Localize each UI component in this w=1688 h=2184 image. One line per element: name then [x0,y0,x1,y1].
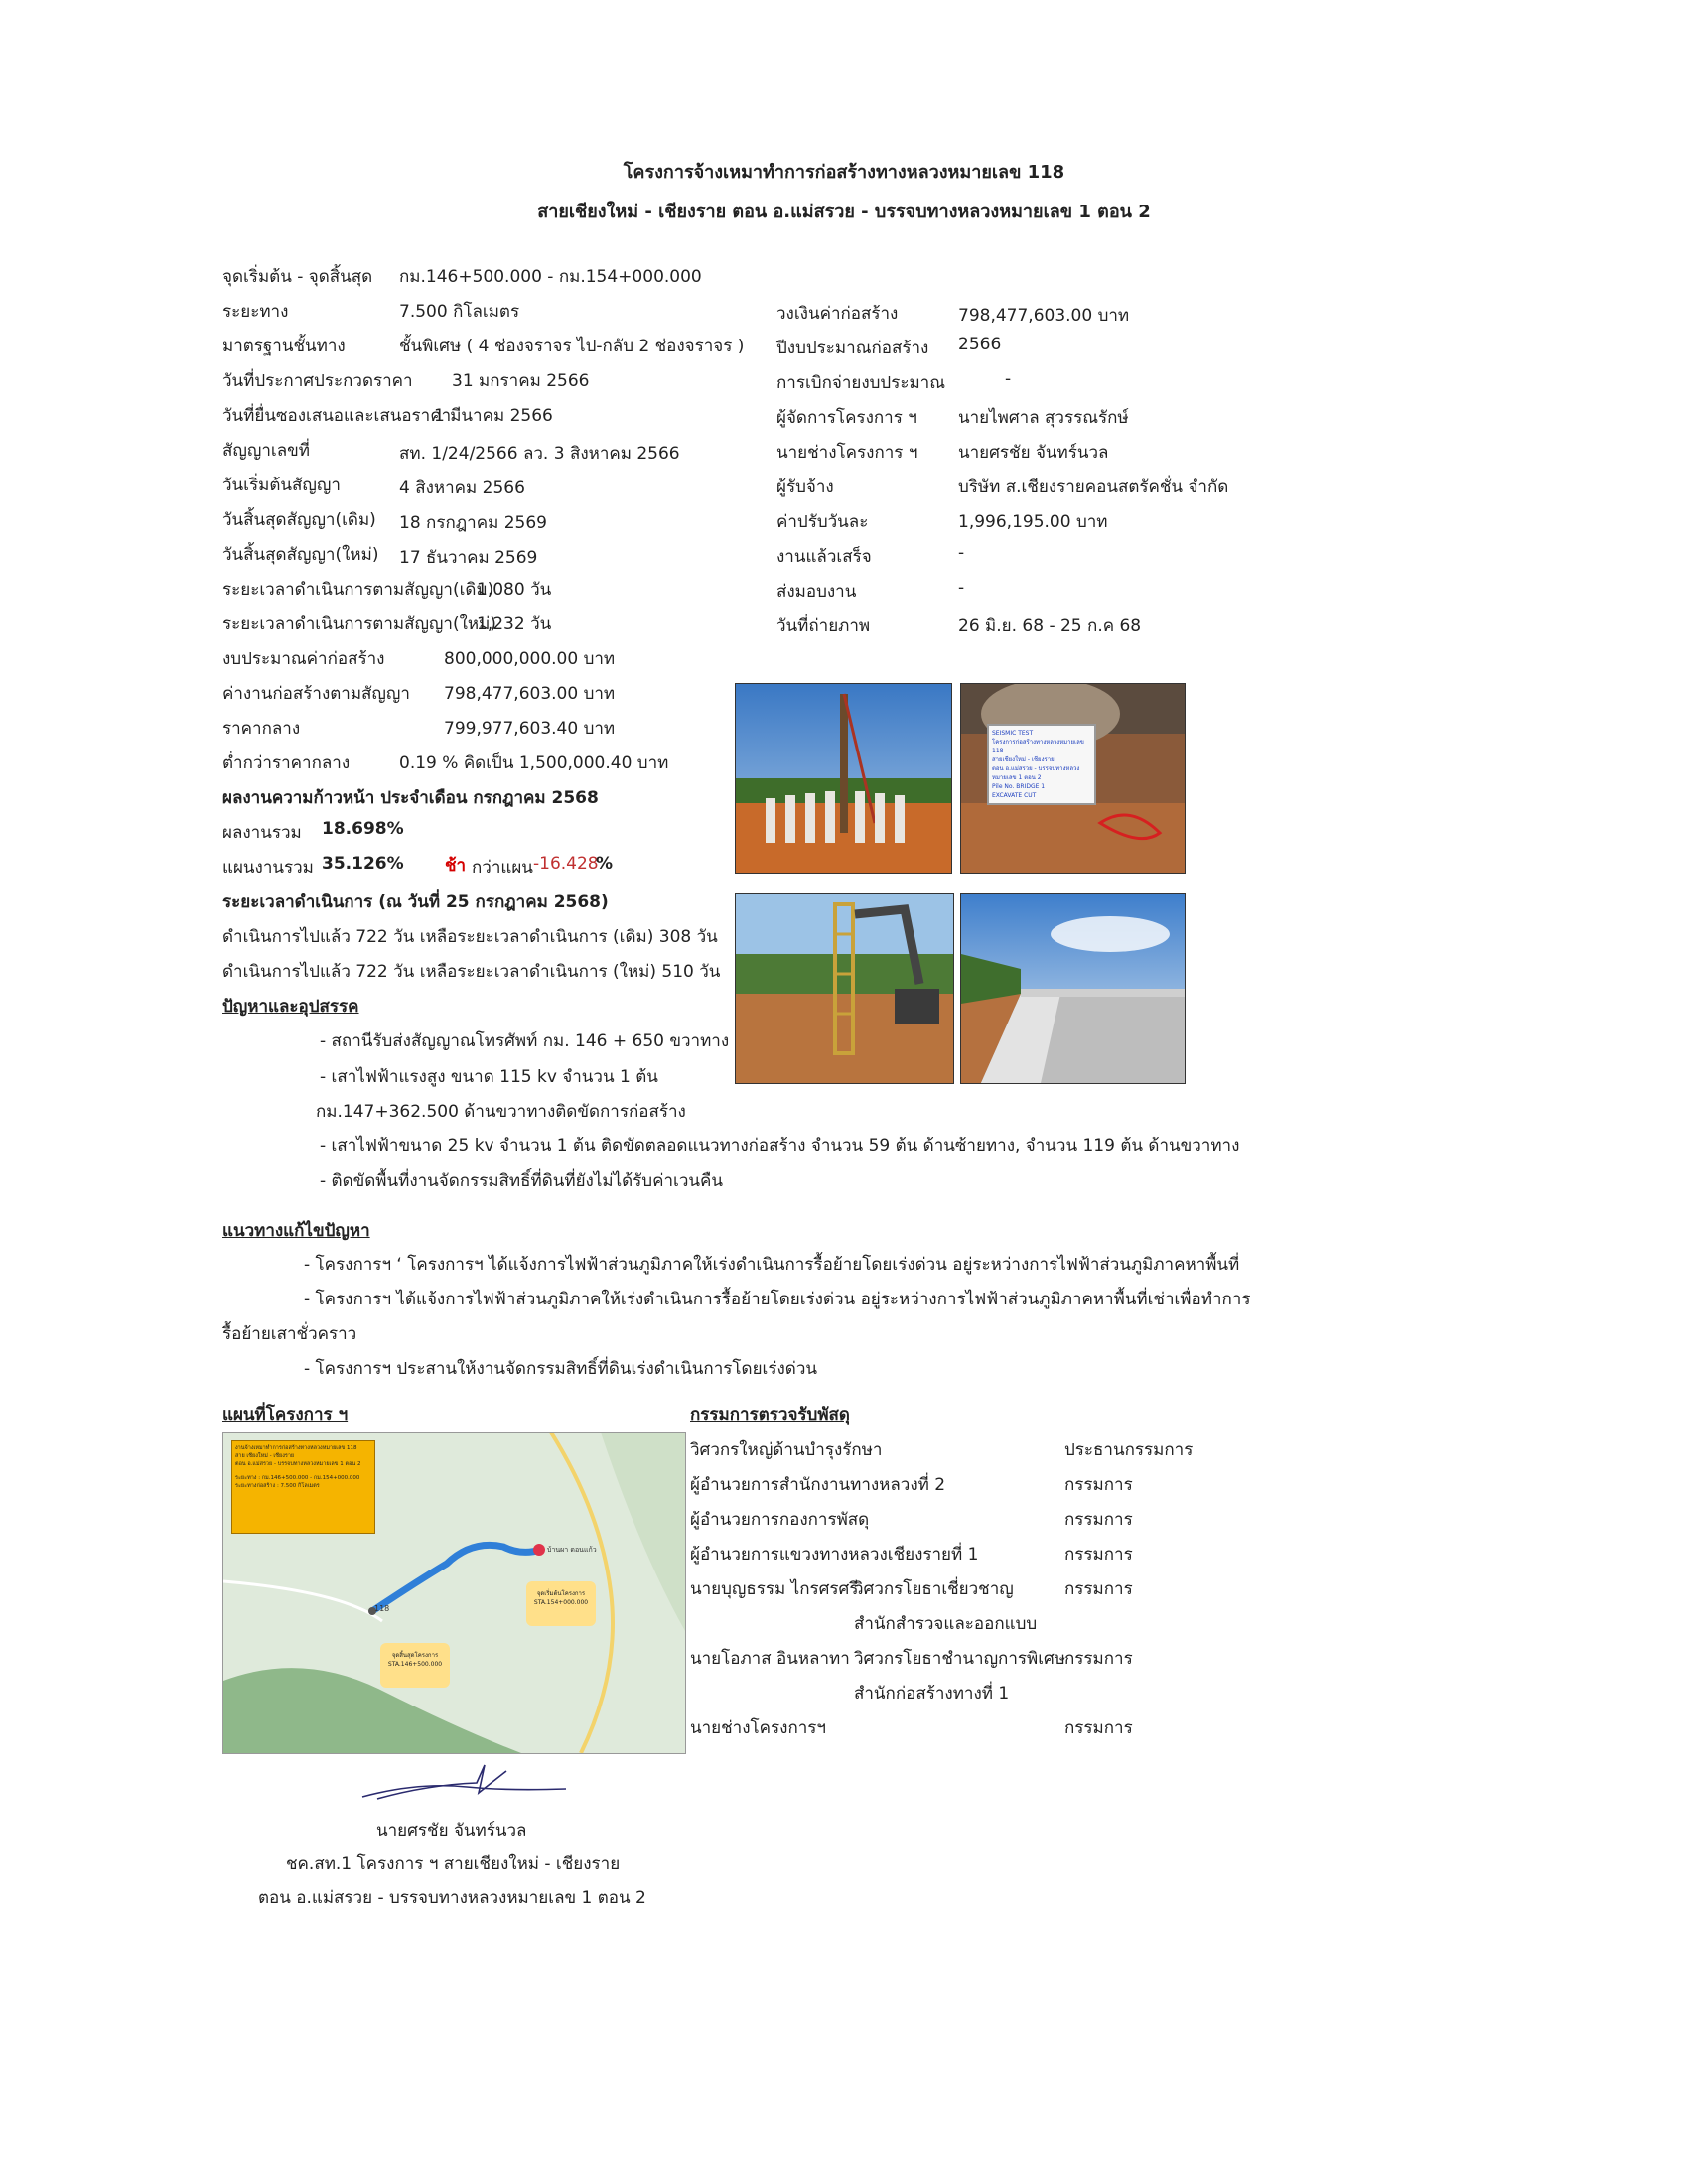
committee-name: ผู้อำนวยการสำนักงานทางหลวงที่ 2 [690,1475,946,1495]
info-label-duration-old: ระยะเวลาดำเนินการตามสัญญา(เดิม) [222,580,494,600]
committee-role: กรรมการ [1064,1545,1133,1565]
site-photo-excavator [735,893,954,1084]
committee-name: ผู้อำนวยการกองการพัสดุ [690,1510,870,1530]
diff-value: -16.428 [533,854,599,874]
map-heading: แผนที่โครงการ ฯ [222,1405,349,1425]
committee-role: กรรมการ [1064,1475,1133,1495]
map-place-label: บ้านผา ดอนแก้ว [547,1546,597,1554]
duration-heading: ระยะเวลาดำเนินการ (ณ วันที่ 25 กรกฎาคม 2568) [222,892,609,912]
info-label-project-manager: ผู้จัดการโครงการ ฯ [776,408,917,428]
committee-name: นายโอภาส อินหลาทา [690,1649,850,1669]
problems-heading: ปัญหาและอุปสรรค [222,997,359,1017]
info-label-budget: งบประมาณค่าก่อสร้าง [222,649,385,669]
info-value-project-engineer: นายศรชัย จันทร์นวล [958,443,1109,463]
committee-position: วิศวกรโยธาชำนาญการพิเศษ [854,1649,1066,1669]
info-value-distance: 7.500 กิโลเมตร [399,302,520,322]
info-label-photo-date: วันที่ถ่ายภาพ [776,616,871,636]
document-subtitle: สายเชียงใหม่ - เชียงราย ตอน อ.แม่สรวย - บรรจบทางหลวงหมายเลข 1 ตอน 2 [537,202,1151,222]
committee-name: นายช่างโครงการฯ [690,1718,826,1738]
board-line: SEISMIC TEST [992,730,1034,737]
project-map [222,1432,686,1754]
progress-heading: ผลงานความก้าวหน้า ประจำเดือน กรกฎาคม 2568 [222,788,599,808]
info-value-photo-date: 26 มิ.ย. 68 - 25 ก.ค 68 [958,616,1142,636]
solution-item: รื้อย้ายเสาชั่วคราว [222,1324,357,1344]
map-box-line: งานจ้างเหมาทำการก่อสร้างทางหลวงหมายเลข 118 [235,1445,357,1451]
problem-item: - เสาไฟฟ้าแรงสูง ขนาด 115 kv จำนวน 1 ต้น [320,1067,658,1087]
actual-progress-value: 18.698% [322,819,404,839]
info-value-completed: - [958,543,965,563]
info-value-disbursement: - [1005,369,1012,389]
plan-progress-label: แผนงานรวม [222,858,314,878]
committee-name: ผู้อำนวยการแขวงทางหลวงเชียงรายที่ 1 [690,1545,979,1565]
info-label-announce-date: วันที่ประกาศประกวดราคา [222,371,413,391]
diff-unit: % [596,854,614,874]
info-value-start-end: กม.146+500.000 - กม.154+000.000 [399,267,702,287]
solutions-heading: แนวทางแก้ไขปัญหา [222,1221,370,1241]
info-label-completed: งานแล้วเสร็จ [776,547,872,567]
map-info-box [231,1440,375,1534]
info-label-delivery: ส่งมอบงาน [776,582,857,602]
info-value-below-median: 0.19 % คิดเป็น 1,500,000.40 บาท [399,753,669,773]
info-value-contract-amount: 798,477,603.00 บาท [958,306,1130,326]
committee-position: วิศวกรโยธาเชี่ยวชาญ [854,1579,1014,1599]
signer-position-line2: ตอน อ.แม่สรวย - บรรจบทางหลวงหมายเลข 1 ตอน 2 [258,1888,646,1908]
site-photo-seismic-test [960,683,1186,874]
handwritten-signature [357,1757,576,1812]
committee-name: นายบุญธรรม ไกรศรศรี [690,1579,859,1599]
info-value-contract-end-new: 17 ธันวาคม 2569 [399,548,538,568]
problem-item: - ติดขัดพื้นที่งานจัดกรรมสิทธิ์ที่ดินที่ยังไม่ได้รับค่าเวนคืน [320,1171,723,1191]
board-line: โครงการก่อสร้างทางหลวงหมายเลข 118 [992,739,1084,754]
info-value-daily-fine: 1,996,195.00 บาท [958,512,1108,532]
info-label-median-price: ราคากลาง [222,719,301,739]
committee-role: กรรมการ [1064,1510,1133,1530]
site-photo-road [960,893,1186,1084]
solution-item: - โครงการฯ ‘ โครงการฯ ได้แจ้งการไฟฟ้าส่วนภูมิภาคให้เร่งดำเนินการรื้อย้ายโดยเร่งด่วน อยู่ระหว่างการไฟฟ้าส่วนภูมิภาคหาพื้นที่ [304,1255,1240,1275]
info-label-contractor: ผู้รับจ้าง [776,478,834,497]
committee-role: กรรมการ [1064,1649,1133,1669]
info-label-road-standard: มาตรฐานชั้นทาง [222,337,346,356]
info-label-start-end: จุดเริ่มต้น - จุดสิ้นสุด [222,267,373,287]
committee-role: กรรมการ [1064,1579,1133,1599]
end-point-sta: STA.154+000.000 [533,1599,589,1606]
map-start-callout [380,1643,450,1688]
info-value-contract-start: 4 สิงหาคม 2566 [399,478,525,498]
solution-item: - โครงการฯ ได้แจ้งการไฟฟ้าส่วนภูมิภาคให้เร่งดำเนินการรื้อย้ายโดยเร่งด่วน อยู่ระหว่างการไฟฟ้าส่วนภูมิภาคหาพื้นที่เช่าเพื่อทำการ [304,1290,1251,1309]
committee-heading: กรรมการตรวจรับพัสดุ [690,1405,850,1425]
info-value-duration-old: 1,080 วัน [477,580,552,600]
map-end-callout [526,1581,596,1626]
duration-line-new: ดำเนินการไปแล้ว 722 วัน เหลือระยะเวลาดำเนินการ (ใหม่) 510 วัน [222,962,721,982]
info-label-disbursement: การเบิกจ่ายงบประมาณ [776,373,945,393]
committee-role: ประธานกรรมการ [1064,1440,1194,1460]
info-value-project-manager: นายไพศาล สุวรรณรักษ์ [958,408,1129,428]
info-value-contract-no: สท. 1/24/2566 ลว. 3 สิงหาคม 2566 [399,444,680,464]
duration-line-old: ดำเนินการไปแล้ว 722 วัน เหลือระยะเวลาดำเนินการ (เดิม) 308 วัน [222,927,718,947]
signer-position: ชค.สท.1 โครงการ ฯ สายเชียงใหม่ - เชียงราย [286,1854,621,1874]
problem-item: กม.147+362.500 ด้านขวาทางติดขัดการก่อสร้าง [316,1102,686,1122]
info-value-announce-date: 31 มกราคม 2566 [452,371,590,391]
info-label-daily-fine: ค่าปรับวันละ [776,512,869,532]
info-value-median-price: 799,977,603.40 บาท [444,719,616,739]
info-label-bid-date: วันที่ยื่นซองเสนอและเสนอราคา [222,406,452,426]
document-title: โครงการจ้างเหมาทำการก่อสร้างทางหลวงหมายเลข 118 [623,162,1065,183]
info-label-contract-start: วันเริ่มต้นสัญญา [222,476,341,495]
map-box-range: ระยะทาง : กม.146+500.000 - กม.154+000.000 [235,1475,360,1481]
info-value-contract-cost: 798,477,603.00 บาท [444,684,616,704]
committee-position: สำนักสำรวจและออกแบบ [854,1614,1038,1634]
info-value-contractor: บริษัท ส.เชียงรายคอนสตรัคชั่น จำกัด [958,478,1229,497]
info-value-delivery: - [958,578,965,598]
seismic-test-board [987,724,1096,805]
info-label-contract-cost: ค่างานก่อสร้างตามสัญญา [222,684,410,704]
info-label-fiscal-year: ปีงบประมาณก่อสร้าง [776,339,929,358]
info-label-below-median: ต่ำกว่าราคากลาง [222,753,351,773]
status-slow-word: ช้า [445,856,467,876]
start-point-label: จุดสิ้นสุดโครงการ [391,1652,439,1659]
site-photo-piles [735,683,952,874]
end-point-label: จุดเริ่มต้นโครงการ [536,1590,586,1597]
map-box-line: ตอน อ.แม่สรวย - บรรจบทางหลวงหมายเลข 1 ตอน 2 [235,1461,361,1467]
board-line: Pile No. BRIDGE 1 [992,783,1046,790]
info-label-contract-amount: วงเงินค่าก่อสร้าง [776,304,899,324]
info-value-bid-date: 1 มีนาคม 2566 [434,406,553,426]
map-box-line: สาย เชียงใหม่ - เชียงราย [235,1453,295,1459]
board-line: สายเชียงใหม่ - เชียงราย [992,756,1055,763]
signer-name: นายศรชัย จันทร์นวล [376,1821,527,1841]
plan-progress-value: 35.126% [322,854,404,874]
committee-name: วิศวกรใหญ่ด้านบำรุงรักษา [690,1440,883,1460]
problem-item: - สถานีรับส่งสัญญาณโทรศัพท์ กม. 146 + 650 ขวาทาง [320,1031,730,1051]
actual-progress-label: ผลงานรวม [222,823,302,843]
solution-item: - โครงการฯ ประสานให้งานจัดกรรมสิทธิ์ที่ดินเร่งดำเนินการโดยเร่งด่วน [304,1359,817,1379]
board-line: ตอน อ.แม่สรวย - บรรจบทางหลวงหมายเลข 1 ตอน 2 [992,765,1080,781]
board-line: EXCAVATE CUT [992,792,1037,799]
committee-position: สำนักก่อสร้างทางที่ 1 [854,1684,1010,1704]
info-label-contract-end-old: วันสิ้นสุดสัญญา(เดิม) [222,510,376,530]
status-text: กว่าแผน [472,858,533,878]
info-label-contract-end-new: วันสิ้นสุดสัญญา(ใหม่) [222,545,379,565]
problem-item: - เสาไฟฟ้าขนาด 25 kv จำนวน 1 ต้น ติดขัดตลอดแนวทางก่อสร้าง จำนวน 59 ต้น ด้านซ้ายทาง, จำนวน 119 ต้น ด้านขวาทาง [320,1136,1240,1156]
info-label-contract-no: สัญญาเลขที่ [222,441,310,461]
info-label-distance: ระยะทาง [222,302,289,322]
info-label-duration-new: ระยะเวลาดำเนินการตามสัญญา(ใหม่) [222,614,496,634]
info-value-duration-new: 1,232 วัน [477,614,552,634]
info-value-contract-end-old: 18 กรกฎาคม 2569 [399,513,547,533]
committee-role: กรรมการ [1064,1718,1133,1738]
info-value-road-standard: ชั้นพิเศษ ( 4 ช่องจราจร ไป-กลับ 2 ช่องจราจร ) [399,337,745,356]
start-point-sta: STA.146+500.000 [387,1661,443,1668]
info-value-fiscal-year: 2566 [958,335,1002,354]
map-box-length: ระยะทางก่อสร้าง : 7.500 กิโลเมตร [235,1483,320,1489]
route-number-label: 118 [374,1604,390,1613]
info-label-project-engineer: นายช่างโครงการ ฯ [776,443,918,463]
info-value-budget: 800,000,000.00 บาท [444,649,616,669]
